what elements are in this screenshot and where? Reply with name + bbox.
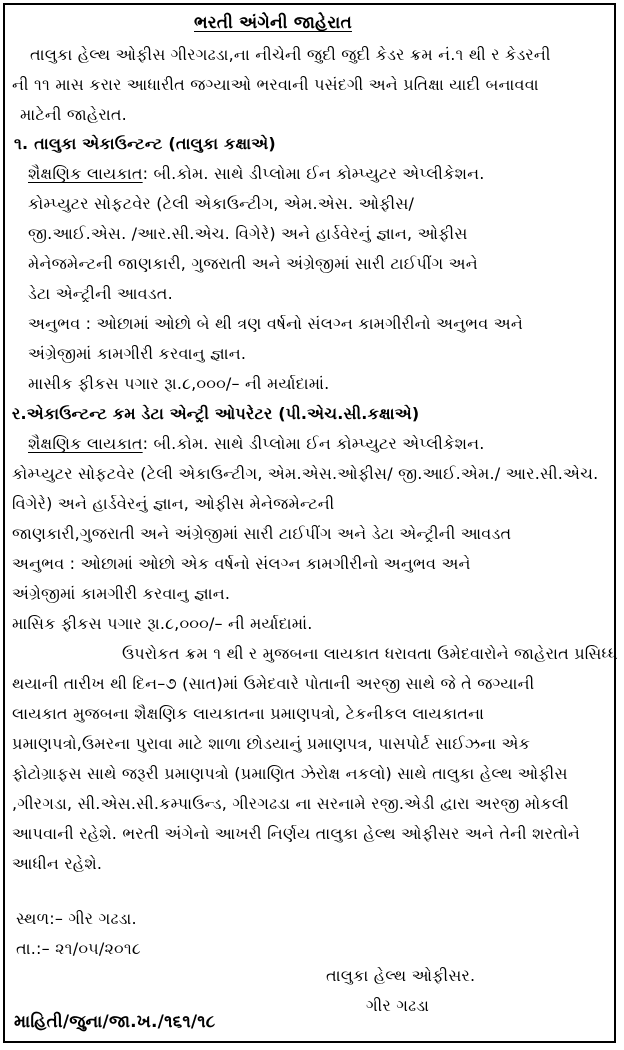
reference-number: માહિતી/જુના/જા.ખ./૧૬૧/૧૮: [14, 1012, 216, 1032]
post1-experience-line: અનુભવ : ઓછામાં ઓછો બે થી ત્રણ વર્ષનો સંલગ્ન કામગીરીનો અનુભવ અને: [28, 314, 523, 333]
post1-heading: ૧. તાલુકા એકાઉન્ટન્ટ (તાલુકા કક્ષાએ): [14, 134, 276, 153]
signatory-title: તાલુકા હેલ્થ ઓફીસર.: [326, 966, 476, 985]
post1-qualification-line: ડેટા એન્ટ્રીની આવડત.: [28, 284, 173, 303]
instructions-line: ઉપરોકત ક્રમ ૧ થી ર મુજબના લાયકાત ધરાવતા ઉમેદવારોને જાહેરાત પ્રસિધ્ધ: [122, 644, 618, 663]
instructions-line: આપવાની રહેશે. ભરતી અંગેનો આખરી નિર્ણય તાલુકા હેલ્થ ઓફીસર અને તેની શરતોને: [12, 824, 581, 843]
date-line: તા.:– ૨૧/૦૫/૨૦૧૮: [16, 939, 141, 958]
post1-qualification-line: મેનેજમેન્ટની જાણકારી, ગુજરાતી અને અંગ્રેજીમાં સારી ટાઈપીંગ અને: [28, 254, 478, 273]
intro-line: તાલુકા હેલ્થ ઓફીસ ગીરગઢડા,ના નીચેની જુદી જુદી કેડર ક્રમ નં.૧ થી ર કેડરની: [30, 45, 551, 64]
instructions-line: લાયકાત મુજબના શૈક્ષણિક લાયકાતના પ્રમાણપત્રો, ટેકનીકલ લાયકાતના: [12, 704, 485, 723]
instructions-line: ,ગીરગડા, સી.એસ.સી.કમ્પાઉન્ડ, ગીરગઢડા ના સરનામે રજી.એડી દ્વારા અરજી મોકલી: [12, 794, 569, 813]
post2-experience-line: અંગ્રેજીમાં કામગીરી કરવાનુ જ્ઞાન.: [12, 584, 231, 603]
post2-qualification-line: જાણકારી,ગુજરાતી અને અંગ્રેજીમાં સારી ટાઈપીંગ અને ડેટા એન્ટ્રીની આવડત: [12, 524, 512, 543]
post2-salary: માસિક ફીકસ પગાર રૂા.૮,૦૦૦/– ની મર્યાદામાં.: [12, 614, 313, 633]
instructions-line: આધીન રહેશે.: [12, 854, 103, 873]
post1-salary: માસીક ફીકસ પગાર રૂા.૮,૦૦૦/– ની મર્યાદામાં.: [28, 374, 330, 393]
signatory-place: ગીર ગઢડા: [366, 996, 430, 1015]
post1-qualification-line: જી.આઈ.એસ. /આર.સી.એચ. વિગેરે) અને હાર્ડવેરનું જ્ઞાન, ઓફીસ: [28, 224, 468, 243]
post1-qual-first-text: : બી.કોમ. સાથે ડીપ્લોમા ઈન કોમ્પ્યુટર એપ્લીકેશન.: [142, 164, 485, 183]
intro-line: માટેની જાહેરાત.: [20, 105, 127, 124]
post2-qualification-line: વિગેરે) અને હાર્ડવેરનું જ્ઞાન, ઓફીસ મેનેજમેન્ટની: [12, 494, 335, 513]
intro-line: ની ૧૧ માસ કરાર આધારીત જગ્યાઓ ભરવાની પસંદગી અને પ્રતિક્ષા યાદી બનાવવા: [12, 75, 539, 94]
post2-heading: ર.એકાઉન્ટન્ટ કમ ડેટા એન્ટ્રી ઓપરેટર (પી.એચ.સી.કક્ષાએ): [12, 404, 420, 423]
instructions-line: પ્રમાણપત્રો,ઉમરના પુરાવા માટે શાળા છોડયાનું પ્રમાણપત્ર, પાસપોર્ટ સાઈઝના એક: [12, 734, 531, 753]
page-title: ભરતી અંગેની જાહેરાત: [194, 13, 352, 33]
post1-qualification-first: [28, 163, 485, 185]
post1-qual-label: શૈક્ષણિક લાયકાત: [28, 164, 143, 183]
instructions-line: ફોટોગ્રાફસ સાથે જરૂરી પ્રમાણપત્રો (પ્રમાણિત ઝેરોક્ષ નકલો) સાથે તાલુકા હેલ્થ ઓફીસ: [12, 764, 568, 783]
post1-experience-line: અંગ્રેજીમાં કામગીરી કરવાનુ જ્ઞાન.: [28, 344, 247, 363]
post2-qualification-line: કોમ્પ્યુટર સોફટવેર (ટેલી એકાઉન્ટીગ, એમ.એસ.ઓફીસ/ જી.આઈ.એમ./ આર.સી.એચ.: [12, 464, 599, 483]
post1-qualification-line: કોમ્પ્યુટર સોફટવેર (ટેલી એકાઉન્ટીગ, એમ.એસ. ઓફીસ/: [28, 194, 415, 213]
post2-qual-first-text: : બી.કોમ. સાથે ડીપ્લોમા ઈન કોમ્પ્યુટર એપ્લીકેશન.: [142, 434, 485, 453]
post2-experience-line: અનુભવ : ઓછામાં ઓછો એક વર્ષનો સંલગ્ન કામગીરીનો અનુભવ અને: [12, 554, 471, 573]
instructions-line: થયાની તારીખ થી દિન–૭ (સાત)માં ઉમેદવારે પોતાની અરજી સાથે જે તે જગ્યાની: [12, 674, 535, 693]
place-line: સ્થળ:– ગીર ગઢડા.: [16, 909, 137, 928]
post2-qual-label: શૈક્ષણિક લાયકાત: [28, 434, 143, 453]
post2-qualification-first: [28, 433, 485, 455]
